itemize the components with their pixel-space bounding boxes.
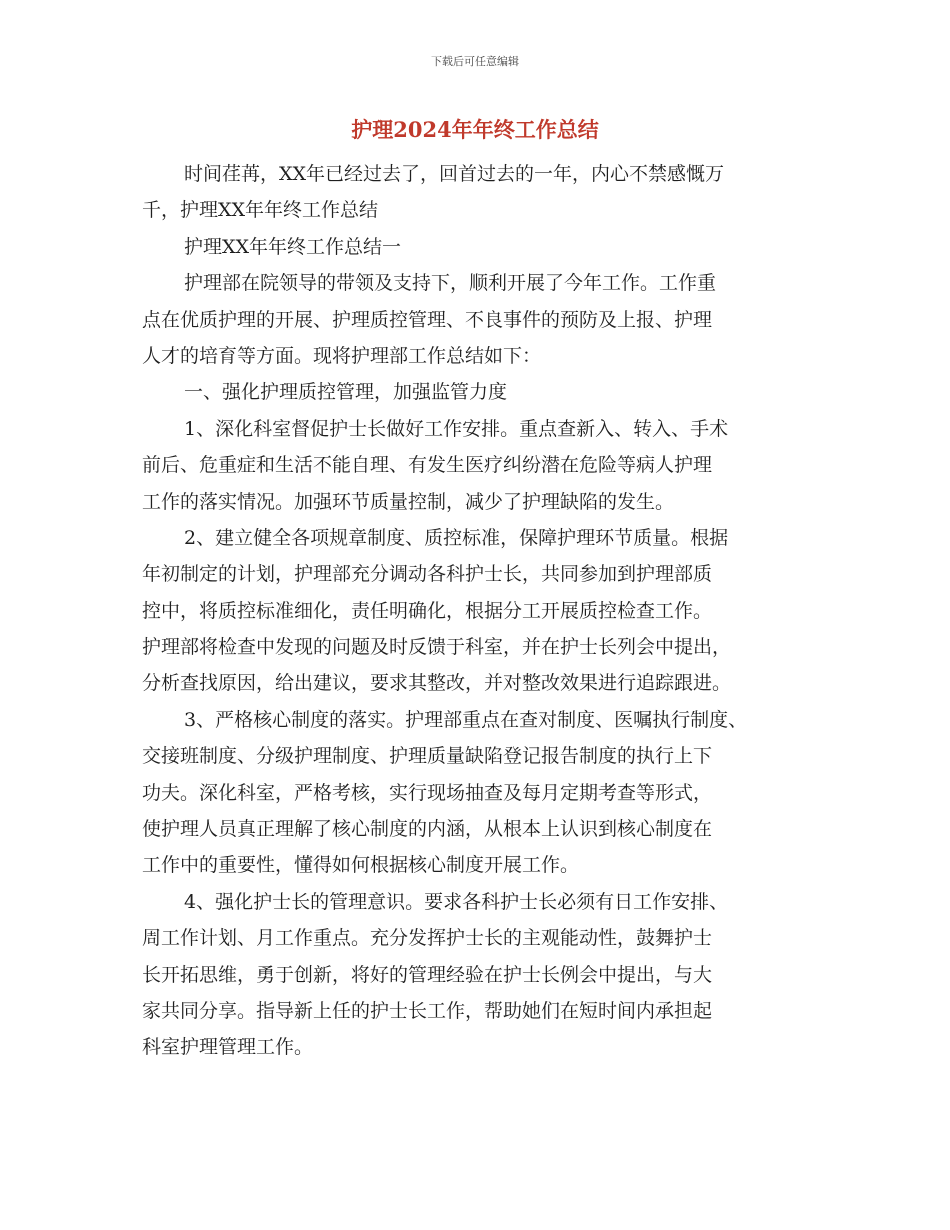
- text-line: 4、强化护士长的管理意识。要求各科护士长必须有日工作安排、: [184, 890, 729, 913]
- text-line: 工作中的重要性，懂得如何根据核心制度开展工作。: [142, 854, 580, 877]
- document-body: [142, 156, 814, 1066]
- text-line: 家共同分享。指导新上任的护士长工作，帮助她们在短时间内承担起: [142, 999, 713, 1022]
- text-line: 交接班制度、分级护理制度、护理质量缺陷登记报告制度的执行上下: [142, 745, 713, 768]
- document-title: 护理2024年年终工作总结: [351, 117, 599, 142]
- text-line: 工作的落实情况。加强环节质量控制，减少了护理缺陷的发生。: [142, 490, 675, 513]
- text-line: 千，护理XX年年终工作总结: [142, 199, 379, 222]
- text-line: 科室护理管理工作。: [142, 1036, 314, 1059]
- page-header: 下载后可任意编辑: [431, 55, 519, 68]
- text-line: 点在优质护理的开展、护理质控管理、不良事件的预防及上报、护理: [142, 308, 713, 331]
- text-line: 前后、危重症和生活不能自理、有发生医疗纠纷潜在危险等病人护理: [142, 454, 713, 477]
- text-line: 护理XX年年终工作总结一: [184, 235, 402, 258]
- text-line: 使护理人员真正理解了核心制度的内涵，从根本上认识到核心制度在: [142, 818, 713, 841]
- text-line: 一、强化护理质控管理，加强监管力度: [184, 381, 508, 404]
- text-line: 时间荏苒，XX年已经过去了，回首过去的一年，内心不禁感慨万: [184, 163, 725, 185]
- text-line: 2、建立健全各项规章制度、质控标准，保障护理环节质量。根据: [184, 526, 729, 549]
- text-line: 分析查找原因，给出建议，要求其整改，并对整改效果进行追踪跟进。: [142, 672, 732, 695]
- text-line: 控中，将质控标准细化，责任明确化，根据分工开展质控检查工作。: [142, 599, 713, 622]
- text-line: 1、深化科室督促护士长做好工作安排。重点查新入、转入、手术: [184, 417, 729, 440]
- text-line: 护理部在院领导的带领及支持下，顺利开展了今年工作。工作重: [184, 272, 717, 295]
- text-line: 护理部将检查中发现的问题及时反馈于科室，并在护士长列会中提出，: [142, 636, 732, 659]
- text-line: 人才的培育等方面。现将护理部工作总结如下：: [142, 344, 542, 367]
- text-line: 功夫。深化科室，严格考核，实行现场抽查及每月定期考查等形式，: [142, 781, 713, 804]
- text-line: 3、严格核心制度的落实。护理部重点在查对制度、医嘱执行制度、: [184, 708, 748, 731]
- text-line: 年初制定的计划，护理部充分调动各科护士长，共同参加到护理部质: [142, 563, 713, 586]
- text-line: 长开拓思维，勇于创新，将好的管理经验在护士长例会中提出，与大: [142, 963, 713, 986]
- text-line: 周工作计划、月工作重点。充分发挥护士长的主观能动性，鼓舞护士: [142, 927, 713, 950]
